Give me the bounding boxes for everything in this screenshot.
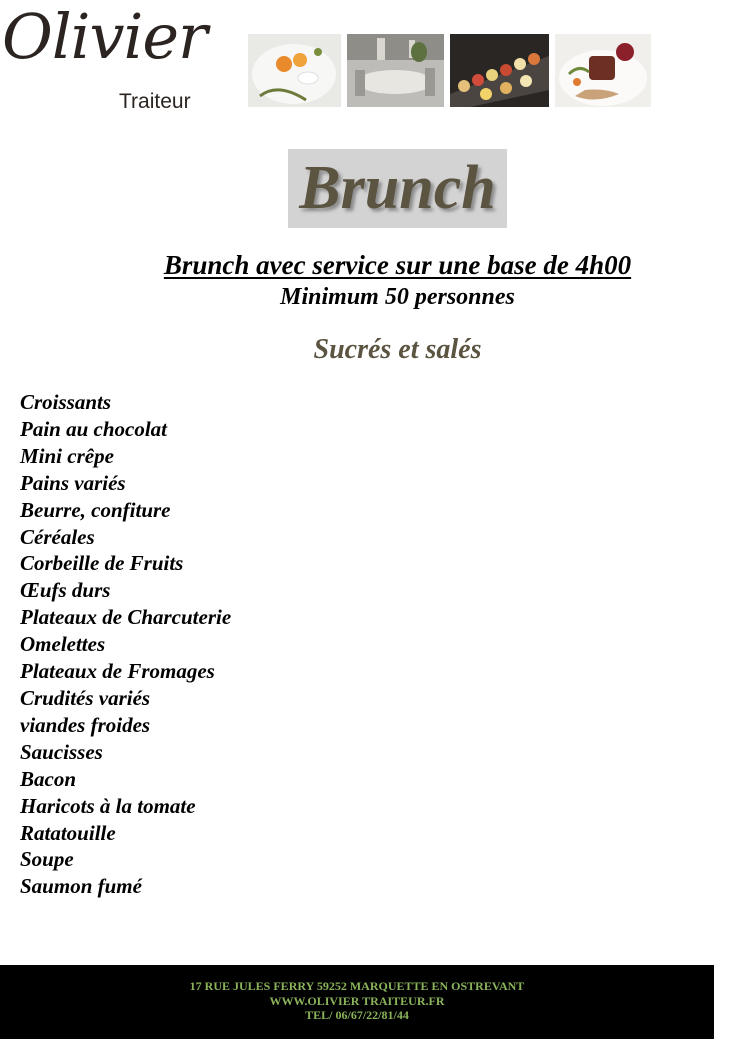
plated-dish-photo — [248, 34, 341, 107]
menu-item: Saumon fumé — [20, 874, 142, 899]
menu-item: Crudités variés — [20, 685, 151, 710]
minimum-guests: Minimum 50 personnes — [280, 284, 515, 310]
menu-item: viandes froides — [20, 712, 151, 737]
logo-subtitle: Traiteur — [119, 90, 191, 113]
menu-item: Ratatouille — [20, 820, 116, 845]
menu-item: Œufs durs — [20, 578, 111, 603]
menu-item: Céréales — [20, 524, 95, 549]
page-title: Brunch — [299, 154, 496, 222]
menu-item: Beurre, confiture — [20, 497, 171, 522]
section-heading: Sucrés et salés — [313, 334, 482, 365]
footer-address: 17 RUE JULES FERRY 59252 MARQUETTE EN OSTREVANT — [189, 979, 525, 993]
menu-item: Pains variés — [20, 470, 126, 495]
logo-name: Olivier — [2, 0, 207, 73]
menu-item: Plateaux de Charcuterie — [20, 605, 232, 630]
menu-item: Soupe — [20, 847, 74, 872]
menu-list — [20, 389, 231, 900]
menu-item: Mini crêpe — [20, 443, 114, 468]
menu-item: Croissants — [20, 390, 112, 414]
menu-item: Corbeille de Fruits — [20, 551, 184, 576]
title-banner — [288, 149, 507, 228]
dining-room-photo — [347, 34, 444, 107]
menu-item: Pain au chocolat — [20, 416, 168, 441]
service-subtitle: Brunch avec service sur une base de 4h00 — [163, 250, 632, 280]
appetizer-platter-photo — [450, 34, 549, 107]
menu-item: Saucisses — [20, 739, 103, 764]
menu-item: Omelettes — [20, 632, 106, 657]
meat-dish-photo — [555, 34, 651, 107]
menu-item: Bacon — [20, 766, 77, 791]
menu-item: Plateaux de Fromages — [20, 659, 215, 684]
footer-phone: TEL/ 06/67/22/81/44 — [305, 1008, 409, 1022]
company-logo — [0, 0, 230, 125]
footer-bar — [0, 965, 714, 1039]
menu-item: Haricots à la tomate — [20, 793, 196, 818]
footer-website: WWW.OLIVIER TRAITEUR.FR — [269, 993, 445, 1008]
